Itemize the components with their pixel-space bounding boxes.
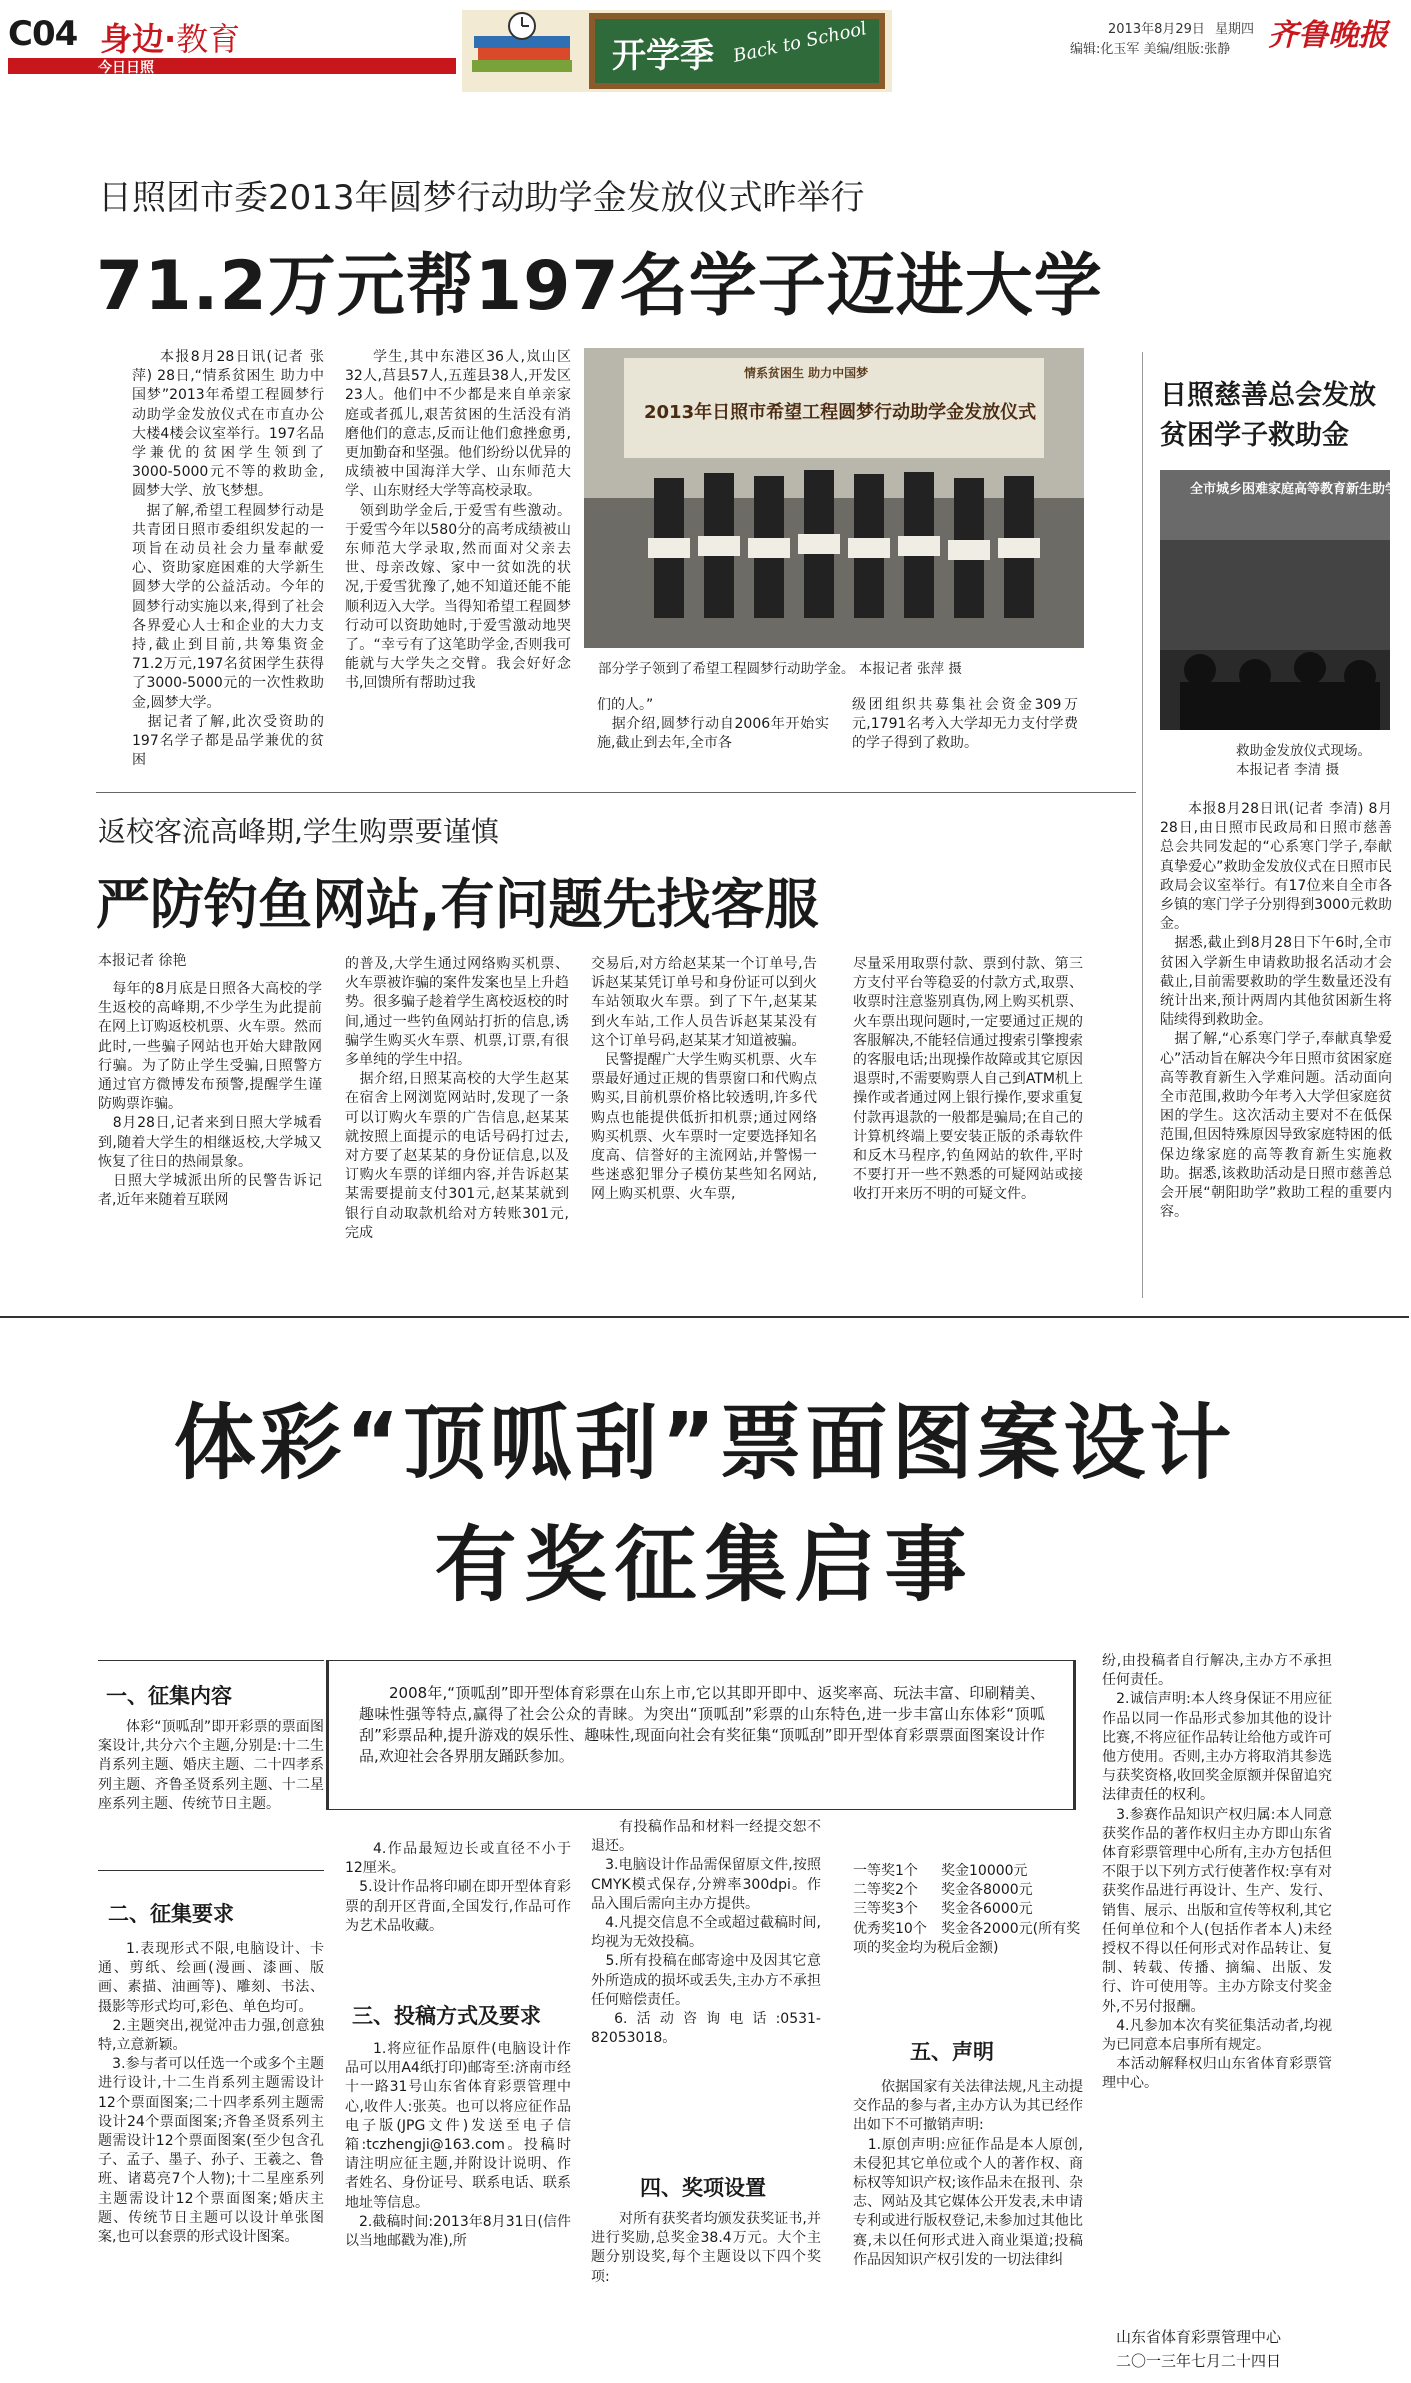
weekday: 星期四 xyxy=(1215,22,1255,37)
story3-col4: 尽量采用取票付款、票到付款、第三方支付平台等稳妥的付款方式,取票、收票时注意鉴别真伪,网上购买机票、火车票出现问题时,一定要通过正规的客服解决,不能轻信通过搜索引擎搜索的客服电话;出现操作故障或其它原因退票时,不需要购票人自己到ATM机上操作或者通过网上银行操作,要求重复付款再退款的一般都是骗局;在自己的计算机终端上要安装正版的杀毒软件和反木马程序,钓鱼网站的软件,平时不要打开一些不熟悉的可疑网站或接收打开来历不明的可疑文件。 xyxy=(853,956,1083,1203)
story1-headline: 71.2万元帮197名学子迈进大学 xyxy=(96,247,1103,326)
ad-content-text: 体彩“顶呱刮”即开彩票的票面图案设计,共分六个主题,分别是:十二生肖系列主题、婚庆主题、二十四孝系列主题、齐鲁圣贤系列主题、十二星座系列主题、传统节日主题。 xyxy=(98,1719,324,1812)
story3-kicker: 返校客流高峰期,学生购票要谨慎 xyxy=(98,815,499,848)
ad-heading-statement: 五、声明 xyxy=(910,2040,994,2064)
story1-col1: 本报8月28日讯(记者 张萍) 28日,“情系贫困生 助力中国梦”2013年希望工程圆梦行动助学金发放仪式在市直办公大楼4楼会议室举行。197名品学兼优的贫困学生领到了3000-5000元不等的救助金,圆梦大学、放飞梦想。 据了解,希望工程圆梦行动是共青团日照市委组织发起的一项旨在动员社会力量奉献爱心、资助家庭困难的大学新生圆梦大学的公益活动。今年的圆梦行动实施以来,得到了社会各界爱心人士和企业的大力支持,截止到目前,共筹集资金71.2万元,197名贫困学生获得了3000-5000元的一次性救助金,圆梦大学。 据记者了解,此次受资助的197名学子都是品学兼优的贫困 xyxy=(132,349,324,769)
ad-requirements-text: 1.表现形式不限,电脑设计、卡通、剪纸、绘画(漫画、漆画、版画、素描、油画等)、雕刻、书法、摄影等形式均可,彩色、单色均可。 2.主题突出,视觉冲击力强,创意独特,立意新颖。 3.参与者可以任选一个或多个主题进行设计,十二生肖系列主题需设计12个票面图案;二十四孝系列主题需设计24个票面图案;齐鲁圣贤系列主题需设计12个票面图案(至少包含孔子、孟子、墨子、孙子、王羲之、鲁班、诸葛亮7个人物);十二星座系列主题需设计12个票面图案;婚庆主题、传统节日主题可以设计单张图案,也可以套票的形式设计图案。 xyxy=(98,1941,324,2246)
ad-intro-text: 2008年,“顶呱刮”即开型体育彩票在山东上市,它以其即开即中、返奖率高、玩法丰富、印刷精美、趣味性强等特点,赢得了社会公众的青睐。为突出“顶呱刮”彩票的山东特色,进一步丰富山东体彩“顶呱刮”彩票品种,提升游戏的娱乐性、趣味性,现面向社会有奖征集“顶呱刮”即开型体育彩票票面图案设计作品,欢迎社会各界朋友踊跃参加。 xyxy=(359,1684,1045,1765)
ad-requirements-cont: 4.作品最短边长或直径不小于12厘米。 5.设计作品将印刷在即开型体育彩票的刮开区背面,全国发行,作品可作为艺术品收藏。 xyxy=(345,1841,571,1934)
story2-body: 本报8月28日讯(记者 李清) 8月28日,由日照市民政局和日照市慈善总会共同发起的“心系寒门学子,奉献真挚爱心”救助金发放仪式在日照市民政局会议室举行。有17位来自全市各乡镇的寒门学子分别得到3000元救助金。 据悉,截止到8月28日下午6时,全市贫困入学新生申请救助报名活动才会截止,目前需要救助的学生数量还没有统计出来,预计两周内其他贫困新生将陆续得到救助金。 据了解,“心系寒门学子,奉献真挚爱心”活动旨在解决今年日照市贫困家庭高等教育新生入学难问题。活动面向全市范围,救助今年考入大学但家庭贫困的学生。这次活动主要对不在低保范围,但因特殊原因导致家庭特困的低保边缘家庭的高等教育新生实施救助。据悉,该救助活动是日照市慈善总会开展“朝阳助学”救助工程的重要内容。 xyxy=(1160,801,1392,1221)
story1-col4: 级团组织共募集社会资金309万元,1791名考入大学却无力支付学费的学子得到了救助。 xyxy=(852,697,1078,752)
ad-prizes-text: 对所有获奖者均颁发获奖证书,并进行奖励,总奖金38.4万元。大个主题分别设奖,每个主题设以下四个奖项: xyxy=(591,2211,821,2285)
ad-submission-cont: 有投稿作品和材料一经提交恕不退还。 3.电脑设计作品需保留原文件,按照CMYK模式保存,分辨率300dpi。作品入围后需向主办方提供。 4.凡提交信息不全或超过截稿时间,均视为无效投稿。 5.所有投稿在邮寄途中及因其它意外所造成的损坏或丢失,主办方不承担任何赔偿责任。 6.活动咨询电话:0531-82053018。 xyxy=(591,1819,821,2047)
divider-ad xyxy=(0,1316,1409,1318)
story3-headline: 严防钓鱼网站,有问题先找客服 xyxy=(96,873,819,936)
book-stack-icon xyxy=(472,60,572,72)
story1-kicker: 日照团市委2013年圆梦行动助学金发放仪式昨举行 xyxy=(98,178,865,218)
banner-title: 开学季 xyxy=(612,36,714,76)
issue-date xyxy=(1108,18,1254,37)
ad-statement-cont: 纷,由投稿者自行解决,主办方不承担任何责任。 2.诚信声明:本人终身保证不用应征作品以同一作品形式参加其他的设计比赛,不将应征作品转让给他方或许可他方使用。否则,主办方将取消其参选与获奖资格,收回奖金原额并保留追究法律责任的权利。 3.参赛作品知识产权归属:本人同意获奖作品的著作权归主办方即山东省体育彩票管理中心所有,主办方包括但不限于以下列方式行使著作权:享有对获奖作品进行再设计、生产、发行、销售、展示、出版和宣传等权利,其它任何单位和个人(包括作者本人)未经授权不得以任何形式对作品转让、复制、转载、传播、摘编、出版、发行、许可使用等。主办方除支付奖金外,不另付报酬。 4.凡参加本次有奖征集活动者,均视为已同意本启事所有规定。 本活动解释权归山东省体育彩票管理中心。 xyxy=(1102,1653,1332,2092)
editors-line: 编辑:化玉军 美编/组版:张静 xyxy=(1070,42,1231,57)
section-name: 身边 xyxy=(100,20,165,58)
story2-photo-caption: 救助金发放仪式现场。 本报记者 李清 摄 xyxy=(1236,743,1371,778)
story1-photo-caption: 部分学子领到了希望工程圆梦行动助学金。 本报记者 张萍 摄 xyxy=(598,661,962,677)
ad-title-line1: 体彩“顶呱刮”票面图案设计 xyxy=(173,1396,1236,1491)
photo1-banner-top: 情系贫困生 助力中国梦 xyxy=(744,366,869,380)
right-column-rule xyxy=(1142,352,1143,1298)
ad-submission-text: 1.将应征作品原件(电脑设计作品可以用A4纸打印)邮寄至:济南市经十一路31号山东省体育彩票管理中心,收件人:张英。也可以将应征作品电子版(JPG文件)发送至电子信箱:tczhengji@163.com。投稿时请注明应征主题,并附设计说明、作者姓名、身份证号、联系电话、联系地址等信息。 2.截稿时间:2013年8月31日(信件以当地邮戳为准),所 xyxy=(345,2041,571,2250)
ad-signature-date: 二〇一三年七月二十四日 xyxy=(1116,2352,1282,2370)
ad-heading-requirements: 二、征集要求 xyxy=(108,1902,234,1926)
section-dot: · xyxy=(164,20,177,58)
story2-photo xyxy=(1160,470,1411,730)
masthead-bar xyxy=(8,58,456,74)
prize-amount: 奖金各2000元(所有奖项的奖金均为税后金额) xyxy=(853,1920,1081,1956)
prize-amount: 奖金各6000元 xyxy=(941,1901,1033,1918)
prize-item xyxy=(853,1920,1083,1958)
section-subtitle: 今日日照 xyxy=(98,60,154,76)
prize-item xyxy=(853,1900,1083,1919)
ad-heading-prizes: 四、奖项设置 xyxy=(640,2176,766,2200)
divider-story1 xyxy=(96,792,1136,793)
story3-col1: 每年的8月底是日照各大高校的学生返校的高峰期,不少学生为此提前在网上订购返校机票、火车票。然而此时,一些骗子网站也开始大肆散网行骗。为了防止学生受骗,日照警方通过官方微博发布预警,提醒学生谨防购票诈骗。 8月28日,记者来到日照大学城看到,随着大学生的相继返校,大学城又恢复了往日的热闹景象。 日照大学城派出所的民警告诉记者,近年来随着互联网 xyxy=(98,981,322,1209)
paper-name-logo: 齐鲁晚报 xyxy=(1268,18,1388,53)
page-code: C04 xyxy=(8,14,78,54)
story1-col2: 学生,其中东港区36人,岚山区32人,莒县57人,五莲县38人,开发区23人。他们中不少都是来自单亲家庭或者孤儿,艰苦贫困的生活没有消磨他们的意志,反而让他们愈挫愈勇,更加勤奋和坚强。他们纷纷以优异的成绩被中国海洋大学、山东师范大学、山东财经大学等高校录取。 领到助学金后,于爱雪有些激动。于爱雪今年以580分的高考成绩被山东师范大学录取,然而面对父亲去世、母亲改嫁、家中一贫如洗的状况,于爱雪犹豫了,她不知道还能不能顺利迈入大学。当得知希望工程圆梦行动可以资助她时,于爱雪激动地哭了。“幸亏有了这笔助学金,否则我可能就与大学失之交臂。我会好好念书,回馈所有帮助过我 xyxy=(345,349,571,692)
ad-heading-submission: 三、投稿方式及要求 xyxy=(352,2004,541,2028)
story3-col2: 的普及,大学生通过网络购买机票、火车票被诈骗的案件发案也呈上升趋势。很多骗子趁着学生离校返校的时间,通过一些钓鱼网站打折的信息,诱骗学生购买火车票、机票,订票,有很多单纯的学生中招。 据介绍,日照某高校的大学生赵某在宿舍上网浏览网站时,发现了一条可以订购火车票的广告信息,赵某某就按照上面提示的电话号码打过去,对方要了赵某某的身份证信息,以及订购火车票的详细内容,并告诉赵某某需要提前支付301元,赵某某就到银行自动取款机给对方转账301元,完成 xyxy=(345,956,569,1241)
section-sub: 教育 xyxy=(176,20,241,58)
date: 2013年8月29日 xyxy=(1108,22,1205,37)
story1-photo xyxy=(584,348,1084,648)
prize-name: 二等奖2个 xyxy=(853,1882,918,1899)
prize-list xyxy=(853,1862,1083,1958)
ad-statement-text: 依据国家有关法律法规,凡主动提交作品的参与者,主办方认为其已经作出如下不可撤销声明: 1.原创声明:应征作品是本人原创,未侵犯其它单位或个人的著作权、商标权等知识产权;该作品未在报刊、杂志、网站及其它媒体公开发表,未申请专利或进行版权登记,未参加过其他比赛,未以任何形式进入商业渠道;投稿作品因知识产权引发的一切法律纠 xyxy=(853,2079,1083,2268)
prize-item xyxy=(853,1881,1083,1900)
ad-intro-box xyxy=(326,1660,1076,1810)
ad-col1-rule2 xyxy=(98,1870,324,1871)
back-to-school-banner xyxy=(462,10,892,92)
ceremony-photo-graphic xyxy=(1160,470,1390,730)
ad-signature-org: 山东省体育彩票管理中心 xyxy=(1116,2328,1282,2346)
prize-name: 三等奖3个 xyxy=(853,1901,918,1918)
photo1-banner-main: 2013年日照市希望工程圆梦行动助学金发放仪式 xyxy=(644,402,1037,423)
prize-amount: 奖金各8000元 xyxy=(941,1882,1033,1899)
section-title xyxy=(100,14,240,60)
story3-col3: 交易后,对方给赵某某一个订单号,告诉赵某某凭订单号和身份证可以到火车站领取火车票。到了下午,赵某某到火车站,工作人员告诉赵某某没有这个订单号码,赵某某才知道被骗。 民警提醒广大学生购买机票、火车票最好通过正规的售票窗口和代购点购买,目前机票价格比较透明,许多代购点也能提供低折扣机票;通过网络购买机票、火车票时一定要选择知名度高、信誉好的主流网站,并警惕一些迷惑犯罪分子模仿某些知名网站,网上购买机票、火车票, xyxy=(591,956,817,1203)
prize-name: 一等奖1个 xyxy=(853,1863,918,1879)
story3-byline: 本报记者 徐艳 xyxy=(98,953,187,969)
ad-title-line2: 有奖征集启事 xyxy=(434,1518,975,1613)
ad-col1-rule xyxy=(98,1660,324,1661)
students-photo-graphic xyxy=(584,348,1084,648)
prize-item xyxy=(853,1862,1083,1881)
prize-name: 优秀奖10个 xyxy=(853,1920,927,1937)
ad-heading-content: 一、征集内容 xyxy=(106,1684,232,1708)
story1-col3: 们的人。” 据介绍,圆梦行动自2006年开始实施,截止到去年,全市各 xyxy=(597,697,829,752)
photo2-banner: 全市城乡困难家庭高等教育新生助学金 xyxy=(1190,482,1411,497)
prize-amount: 奖金10000元 xyxy=(941,1863,1028,1879)
story2-headline: 日照慈善总会发放贫困学子救助金 xyxy=(1160,380,1376,451)
banner-title-en: Back to School xyxy=(731,18,869,67)
